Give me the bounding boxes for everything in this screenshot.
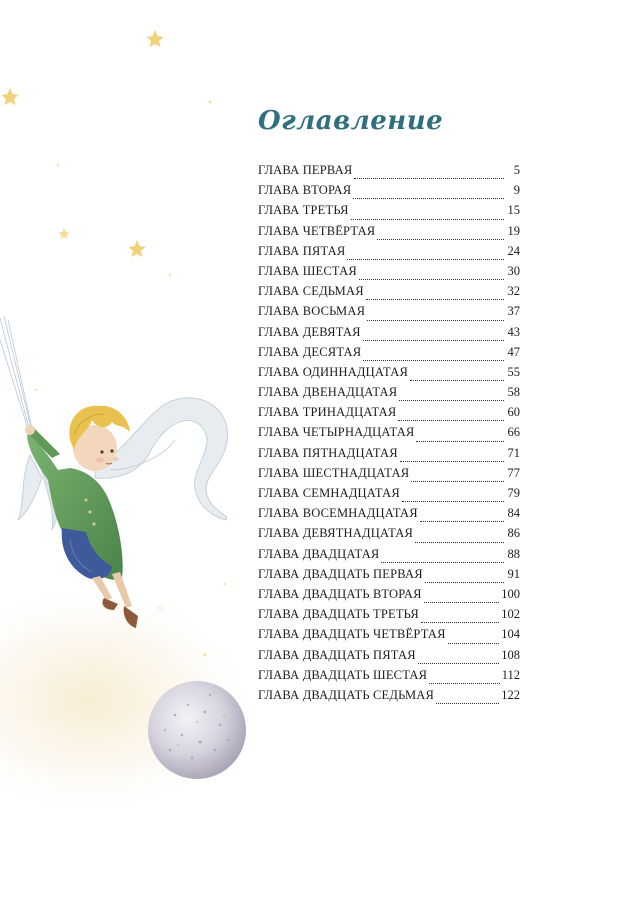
star-icon xyxy=(59,228,70,239)
chapter-title: ГЛАВА ПЯТАЯ xyxy=(258,243,346,258)
chapter-title: ГЛАВА ОДИННАДЦАТАЯ xyxy=(258,364,408,379)
toc-entry xyxy=(258,183,520,203)
page-number: 71 xyxy=(507,445,520,460)
toc-entry xyxy=(258,425,520,445)
page-number: 15 xyxy=(507,203,520,218)
page-number: 79 xyxy=(507,486,520,500)
page-number: 30 xyxy=(507,263,520,278)
dot-leader xyxy=(400,461,504,462)
page-number: 86 xyxy=(507,526,520,541)
toc-entry xyxy=(258,627,520,647)
toc-entry xyxy=(258,506,520,526)
dot-leader xyxy=(366,299,504,300)
toc-entry xyxy=(258,264,520,284)
toc-entry xyxy=(258,405,520,425)
page-number: 100 xyxy=(501,586,520,601)
toc-entry xyxy=(258,224,520,244)
page-number: 55 xyxy=(507,364,520,379)
chapter-title: ГЛАВА СЕДЬМАЯ xyxy=(258,284,364,299)
chapter-title: ГЛАВА ДВАДЦАТЬ СЕДЬМАЯ xyxy=(258,687,435,702)
page-title: Оглавление xyxy=(258,106,444,136)
dot-leader xyxy=(418,663,499,664)
dot-leader xyxy=(347,259,504,260)
dot-leader xyxy=(425,582,504,583)
page-number: 47 xyxy=(507,344,520,359)
toc-entry xyxy=(258,244,520,264)
dot-leader xyxy=(354,178,504,179)
chapter-title: ГЛАВА ДВАДЦАТАЯ xyxy=(258,546,380,561)
chapter-title: ГЛАВА ДЕВЯТНАДЦАТАЯ xyxy=(258,526,414,541)
toc-entry xyxy=(258,203,520,223)
page-number: 60 xyxy=(507,405,520,420)
chapter-title: ГЛАВА ДВАДЦАТЬ ЧЕТВЁРТАЯ xyxy=(258,627,446,642)
toc-entry xyxy=(258,648,520,668)
dot-leader xyxy=(416,441,504,442)
dot-leader xyxy=(411,481,504,482)
dot-leader xyxy=(410,380,504,381)
page-number: 108 xyxy=(501,647,520,662)
dot-leader xyxy=(402,501,504,502)
page-number: 58 xyxy=(507,385,520,400)
dot-leader xyxy=(421,622,499,623)
chapter-title: ГЛАВА ЧЕТЫРНАДЦАТАЯ xyxy=(258,425,415,440)
dot-leader xyxy=(424,602,500,603)
dot-leader xyxy=(448,643,500,644)
chapter-title: ГЛАВА ВОСЬМАЯ xyxy=(258,304,366,319)
page-number: 102 xyxy=(501,607,520,622)
toc-entry xyxy=(258,607,520,627)
chapter-title: ГЛАВА ПЯТНАДЦАТАЯ xyxy=(258,445,398,460)
chapter-title: ГЛАВА ПЕРВАЯ xyxy=(258,163,353,177)
chapter-title: ГЛАВА ШЕСТНАДЦАТАЯ xyxy=(258,465,410,480)
page-number: 24 xyxy=(507,243,520,258)
toc-entry xyxy=(258,365,520,385)
dot-leader xyxy=(420,521,504,522)
toc-entry xyxy=(258,567,520,587)
dot-leader xyxy=(351,219,504,220)
toc-entry xyxy=(258,668,520,688)
toc-entry xyxy=(258,466,520,486)
chapter-title: ГЛАВА ДВАДЦАТЬ ТРЕТЬЯ xyxy=(258,607,419,622)
toc-entry xyxy=(258,446,520,466)
chapter-title: ГЛАВА ДЕСЯТАЯ xyxy=(258,344,362,359)
chapter-title: ГЛАВА ДВАДЦАТЬ ВТОРАЯ xyxy=(258,586,422,601)
chapter-title: ГЛАВА ВОСЕМНАДЦАТАЯ xyxy=(258,506,418,521)
star-icon xyxy=(35,101,226,657)
page-number: 122 xyxy=(501,687,520,702)
chapter-title: ГЛАВА ДЕВЯТАЯ xyxy=(258,324,361,339)
chapter-title: ГЛАВА ДВАДЦАТЬ ПЕРВАЯ xyxy=(258,566,423,581)
chapter-title: ГЛАВА ШЕСТАЯ xyxy=(258,263,357,278)
chapter-title: ГЛАВА ТРИНАДЦАТАЯ xyxy=(258,405,397,420)
page-number: 77 xyxy=(507,465,520,480)
page-number: 104 xyxy=(501,627,520,642)
dot-leader xyxy=(353,198,504,199)
star-icon xyxy=(2,88,19,105)
page-number: 88 xyxy=(507,546,520,561)
page-number: 5 xyxy=(513,163,520,177)
toc-entry xyxy=(258,304,520,324)
dot-leader xyxy=(367,320,504,321)
toc-entry xyxy=(258,526,520,546)
toc-entry xyxy=(258,163,520,183)
dot-leader xyxy=(415,542,504,543)
planet-illustration xyxy=(148,681,246,779)
toc-entry xyxy=(258,284,520,304)
toc-entry xyxy=(258,486,520,506)
page-number: 91 xyxy=(507,566,520,581)
dot-leader xyxy=(363,340,504,341)
toc-entry xyxy=(258,345,520,365)
toc-entry xyxy=(258,688,520,708)
chapter-title: ГЛАВА ДВАДЦАТЬ ПЯТАЯ xyxy=(258,647,416,662)
page-number: 66 xyxy=(507,425,520,440)
page-number: 37 xyxy=(507,304,520,319)
star-icon xyxy=(147,30,164,47)
chapter-title: ГЛАВА ДВАДЦАТЬ ШЕСТАЯ xyxy=(258,667,428,682)
page-number: 112 xyxy=(501,667,520,682)
chapter-title: ГЛАВА ЧЕТВЁРТАЯ xyxy=(258,223,376,238)
dot-leader xyxy=(359,279,504,280)
toc-entry xyxy=(258,385,520,405)
page-number: 9 xyxy=(513,183,520,198)
toc-entry xyxy=(258,325,520,345)
toc-entry xyxy=(258,587,520,607)
chapter-title: ГЛАВА СЕМНАДЦАТАЯ xyxy=(258,486,400,500)
star-icon xyxy=(129,240,146,257)
dot-leader xyxy=(363,360,504,361)
balloon-strings xyxy=(0,316,33,433)
dot-leader xyxy=(436,703,499,704)
chapter-title: ГЛАВА ТРЕТЬЯ xyxy=(258,203,349,218)
page-number: 19 xyxy=(507,223,520,238)
page-number: 84 xyxy=(507,506,520,521)
dot-leader xyxy=(429,683,500,684)
chapter-title: ГЛАВА ДВЕНАДЦАТАЯ xyxy=(258,385,398,400)
dot-leader xyxy=(377,239,504,240)
dot-leader xyxy=(381,562,504,563)
page-number: 43 xyxy=(507,324,520,339)
table-of-contents xyxy=(258,163,520,708)
dot-leader xyxy=(399,400,504,401)
toc-entry xyxy=(258,547,520,567)
dot-leader xyxy=(398,420,504,421)
page-number: 32 xyxy=(507,284,520,299)
chapter-title: ГЛАВА ВТОРАЯ xyxy=(258,183,352,198)
